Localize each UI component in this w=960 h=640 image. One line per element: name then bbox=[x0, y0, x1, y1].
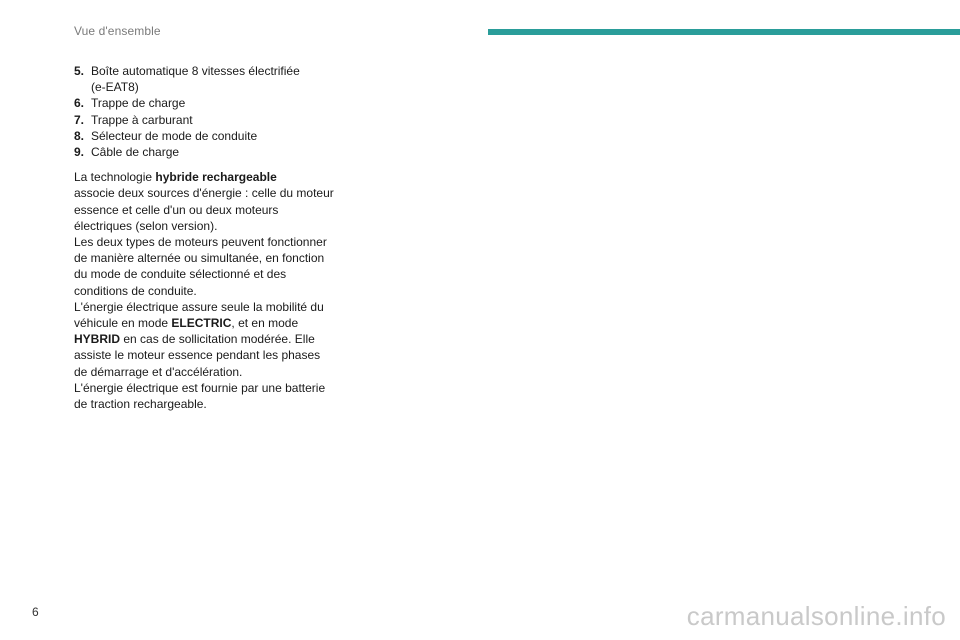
section-title: Vue d'ensemble bbox=[74, 24, 161, 38]
list-item-text: Trappe de charge bbox=[91, 96, 186, 111]
list-item-number: 5. bbox=[74, 64, 85, 78]
list-item-number: 6. bbox=[74, 96, 85, 111]
mode-hybrid-label: HYBRID bbox=[74, 332, 121, 347]
page-number: 6 bbox=[32, 605, 39, 619]
paragraph-text: L'énergie électrique est fournie par une batterie de traction rechargeable. bbox=[74, 380, 326, 412]
paragraph-text: La technologie bbox=[74, 170, 156, 185]
paragraph-text: , et en mode bbox=[231, 316, 299, 331]
list-item-text-line: Boîte automatique 8 vitesses électrifiée bbox=[91, 64, 300, 78]
page-content bbox=[74, 63, 336, 412]
list-item bbox=[74, 144, 336, 160]
list-item-text: Sélecteur de mode de conduite bbox=[91, 128, 258, 143]
list-item-number: 7. bbox=[74, 112, 85, 127]
list-item bbox=[74, 128, 336, 144]
list-item-number: 8. bbox=[74, 128, 85, 143]
list-item bbox=[74, 95, 336, 111]
list-item-text-line: (e-EAT8) bbox=[91, 80, 139, 95]
component-list bbox=[74, 63, 336, 160]
list-item-text: Trappe à carburant bbox=[91, 112, 193, 127]
paragraph-text: Les deux types de moteurs peuvent fonctionner de manière alternée ou simultanée, en fonction du mode de conduite sélectionné et des conditions de conduite. bbox=[74, 235, 327, 298]
section-accent-bar bbox=[488, 29, 960, 35]
list-item-text: Câble de charge bbox=[91, 145, 180, 160]
list-item bbox=[74, 112, 336, 128]
paragraph-text: en cas de sollicitation modérée. Elle assiste le moteur essence pendant les phases de démarrage et d'accélération. bbox=[74, 332, 321, 379]
site-watermark[interactable]: carmanualsonline.info bbox=[686, 601, 946, 631]
paragraph-bold-text: hybride rechargeable bbox=[155, 170, 277, 185]
list-item-number: 9. bbox=[74, 145, 85, 160]
list-item bbox=[74, 63, 336, 95]
paragraph-text: L'énergie électrique assure seule la mobilité du véhicule en mode bbox=[74, 299, 324, 331]
paragraph-text: associe deux sources d'énergie : celle du moteur essence et celle d'un ou deux moteurs électriques (selon version). bbox=[74, 186, 334, 233]
body-paragraph bbox=[74, 169, 336, 412]
mode-electric-label: ELECTRIC bbox=[171, 316, 232, 331]
list-item-text bbox=[91, 63, 336, 95]
